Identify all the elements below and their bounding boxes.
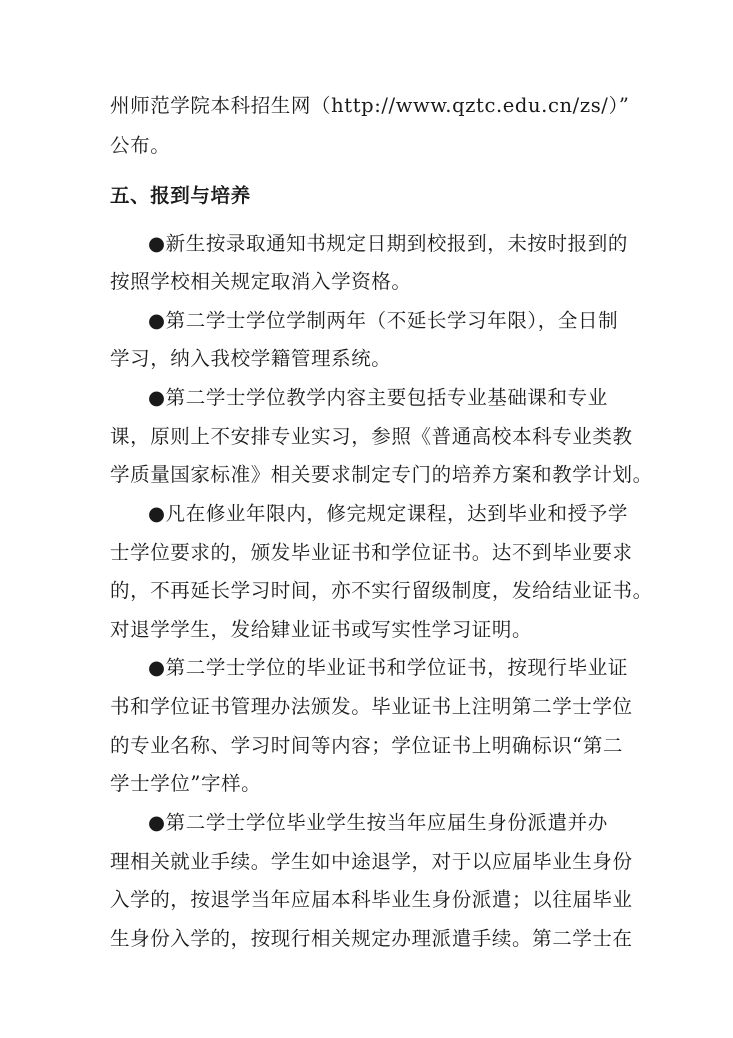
paragraph-line: 按照学校相关规定取消入学资格。 [110,270,412,293]
paragraph-line: 理相关就业手续。学生如中途退学，对于以应届毕业生身份 [110,850,633,873]
paragraph-line: 课，原则上不安排专业实习，参照《普通高校本科专业类教 [110,425,633,448]
paragraph-line: 学习，纳入我校学籍管理系统。 [110,347,392,370]
paragraph-line: ●第二学士学位学制两年（不延长学习年限），全日制 [148,309,619,332]
paragraph-line: 对退学学生，发给肄业证书或写实性学习证明。 [110,618,533,641]
paragraph-line: 的，不再延长学习时间，亦不实行留级制度，发给结业证书。 [110,579,653,602]
paragraph-line: 学质量国家标准》相关要求制定专门的培养方案和教学计划。 [110,463,653,486]
paragraph-line: 入学的，按退学当年应届本科毕业生身份派遣；以往届毕业 [110,888,633,911]
paragraph-line: ●第二学士学位的毕业证书和学位证书，按现行毕业证 [148,656,628,679]
section-heading: 五、报到与培养 [110,184,251,207]
paragraph-line: 学士学位”字样。 [110,772,262,795]
paragraph-line: 州师范学院本科招生网（http://www.qztc.edu.cn/zs/）” [110,94,630,117]
paragraph-line: 的专业名称、学习时间等内容；学位证书上明确标识“第二 [110,734,624,757]
paragraph-line: 士学位要求的，颁发毕业证书和学位证书。达不到毕业要求 [110,541,633,564]
paragraph-line: ●第二学士学位教学内容主要包括专业基础课和专业 [148,386,608,409]
paragraph-line: ●新生按录取通知书规定日期到校报到，未按时报到的 [148,232,628,255]
paragraph-line: 公布。 [110,134,171,157]
paragraph-line: 书和学位证书管理办法颁发。毕业证书上注明第二学士学位 [110,695,633,718]
paragraph-line: 生身份入学的，按现行相关规定办理派遣手续。第二学士在 [110,927,633,950]
paragraph-line: ●第二学士学位毕业学生按当年应届生身份派遣并办 [148,811,608,834]
paragraph-line: ●凡在修业年限内，修完规定课程，达到毕业和授予学 [148,502,628,525]
